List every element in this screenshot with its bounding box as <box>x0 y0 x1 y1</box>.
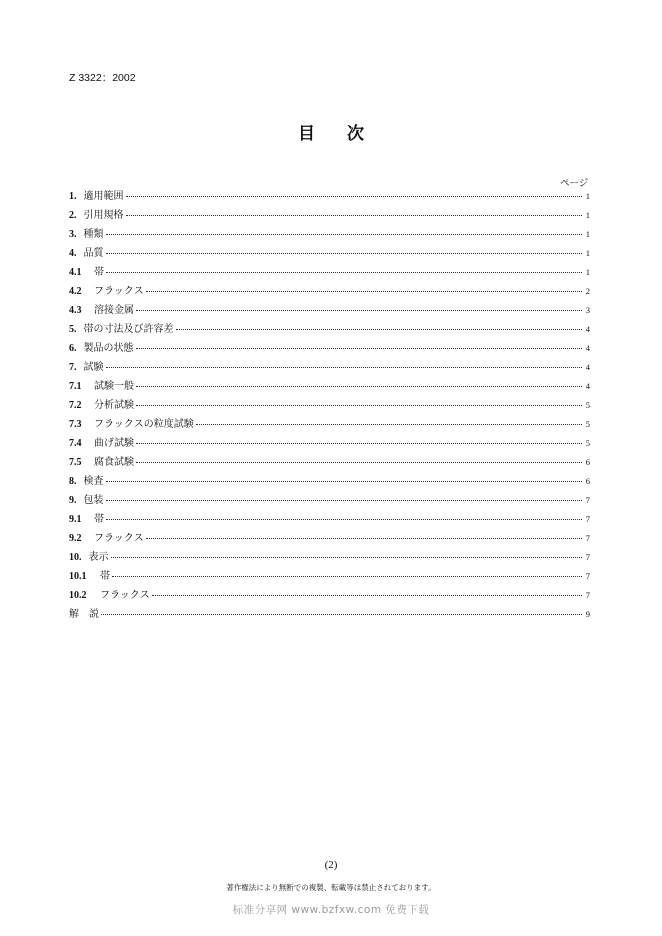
toc-leader-dots <box>136 303 582 311</box>
toc-entry[interactable] <box>69 339 590 358</box>
toc-entry-number: 10. <box>69 552 82 563</box>
toc-entry-page: 3 <box>585 305 590 315</box>
toc-leader-dots <box>196 417 582 425</box>
toc-entry-number: 10.1 <box>69 571 87 582</box>
toc-entry-title: 帯の寸法及び許容差 <box>83 324 174 335</box>
toc-leader-dots <box>106 265 582 273</box>
toc-leader-dots <box>136 398 582 406</box>
toc-entry-title: 腐食試験 <box>94 457 134 468</box>
toc-leader-dots <box>106 227 583 235</box>
toc-entry[interactable] <box>69 453 590 472</box>
toc-entry-page: 4 <box>585 324 590 334</box>
toc-entry-title: フラックス <box>100 590 150 601</box>
toc-entry[interactable] <box>69 491 590 510</box>
toc-leader-dots <box>106 246 583 254</box>
toc-entry[interactable] <box>69 282 590 301</box>
toc-entry-number: 5. <box>69 324 77 335</box>
toc-entry[interactable] <box>69 415 590 434</box>
toc-entry[interactable] <box>69 605 590 624</box>
toc-entry-number: 4.1 <box>69 267 82 278</box>
toc-entry-page: 7 <box>585 533 590 543</box>
toc-entry-page: 7 <box>585 514 590 524</box>
toc-entry-number: 1. <box>69 191 77 202</box>
toc-entry-page: 5 <box>585 419 590 429</box>
toc-entry[interactable] <box>69 301 590 320</box>
toc-entry-page: 5 <box>585 438 590 448</box>
toc-leader-dots <box>146 284 582 292</box>
toc-entry-number: 8. <box>69 476 77 487</box>
toc-entry-number: 2. <box>69 210 77 221</box>
toc-entry[interactable] <box>69 529 590 548</box>
toc-entry-page: 1 <box>585 191 590 201</box>
toc-leader-dots <box>152 588 582 596</box>
toc-entry-page: 2 <box>585 286 590 296</box>
toc-entry-number: 6. <box>69 343 77 354</box>
toc-entry-number: 3. <box>69 229 77 240</box>
toc-entry-page: 7 <box>585 495 590 505</box>
toc-entry-title: 引用規格 <box>83 210 124 221</box>
toc-entry[interactable] <box>69 586 590 605</box>
toc-entry[interactable] <box>69 206 590 225</box>
toc-title: 目 次 <box>298 124 377 144</box>
page-column-label: ページ <box>560 178 589 189</box>
toc-entry-title: フラックス <box>94 286 144 297</box>
toc-entry-number: 7.1 <box>69 381 82 392</box>
toc-entry-page: 1 <box>585 210 590 220</box>
toc-entry-title: フラックス <box>94 533 144 544</box>
toc-leader-dots <box>126 208 583 216</box>
toc-entry-page: 9 <box>585 609 590 619</box>
toc-entry-title: 試験 <box>83 362 104 373</box>
copyright-notice: 著作権法により無断での複製、転載等は禁止されております。 <box>226 883 436 892</box>
doc-id: Z 3322：2002 <box>69 72 136 84</box>
toc-leader-dots <box>101 607 582 615</box>
toc-entry[interactable] <box>69 472 590 491</box>
toc-entry-title: 検査 <box>83 476 104 487</box>
toc-entry-page: 7 <box>585 571 590 581</box>
toc-entry[interactable] <box>69 510 590 529</box>
toc-entry[interactable] <box>69 548 590 567</box>
toc-entry-title: 製品の状態 <box>83 343 134 354</box>
toc-entry-title: 試験一般 <box>94 381 134 392</box>
watermark: 标准分享网 www.bzfxw.com 免费下载 <box>232 904 430 916</box>
toc-leader-dots <box>112 569 582 577</box>
toc-entry[interactable] <box>69 396 590 415</box>
toc-entry[interactable] <box>69 187 590 206</box>
toc-entry-number: 7.5 <box>69 457 82 468</box>
toc-entry-page: 4 <box>585 381 590 391</box>
toc-entry[interactable] <box>69 358 590 377</box>
toc-entry-title: 帯 <box>94 267 104 278</box>
toc-entry-title: 種類 <box>83 229 104 240</box>
toc-entry[interactable] <box>69 263 590 282</box>
toc-leader-dots <box>136 455 582 463</box>
toc-entry-page: 7 <box>585 552 590 562</box>
toc-entry-title: 曲げ試験 <box>94 438 134 449</box>
toc-entry-title: 帯 <box>100 571 110 582</box>
toc-entry-number: 9.2 <box>69 533 82 544</box>
table-of-contents <box>69 187 590 624</box>
toc-entry-title: 品質 <box>83 248 104 259</box>
toc-entry-number: 7.3 <box>69 419 82 430</box>
toc-entry-number: 4.3 <box>69 305 82 316</box>
toc-entry-page: 7 <box>585 590 590 600</box>
toc-leader-dots <box>106 474 583 482</box>
toc-leader-dots <box>106 493 583 501</box>
toc-leader-dots <box>106 512 582 520</box>
toc-entry-page: 1 <box>585 267 590 277</box>
toc-entry[interactable] <box>69 434 590 453</box>
toc-entry-number: 4. <box>69 248 77 259</box>
toc-entry-number: 4.2 <box>69 286 82 297</box>
toc-entry-number: 9.1 <box>69 514 82 525</box>
toc-entry[interactable] <box>69 225 590 244</box>
toc-entry-number: 7.4 <box>69 438 82 449</box>
toc-entry-number: 7.2 <box>69 400 82 411</box>
toc-entry-page: 1 <box>585 229 590 239</box>
toc-entry-page: 4 <box>585 343 590 353</box>
toc-leader-dots <box>136 341 583 349</box>
toc-entry-page: 6 <box>585 476 590 486</box>
toc-leader-dots <box>106 360 583 368</box>
toc-entry[interactable] <box>69 567 590 586</box>
toc-entry-title: 表示 <box>88 552 109 563</box>
toc-entry-title: 分析試験 <box>94 400 134 411</box>
toc-leader-dots <box>111 550 583 558</box>
toc-entry-number: 9. <box>69 495 77 506</box>
toc-entry-title: フラックスの粒度試験 <box>94 419 194 430</box>
toc-entry-title: 溶接金属 <box>94 305 134 316</box>
toc-entry-page: 4 <box>585 362 590 372</box>
toc-entry-page: 6 <box>585 457 590 467</box>
toc-entry-number: 10.2 <box>69 590 87 601</box>
toc-leader-dots <box>126 189 583 197</box>
footer-page-number: (2) <box>324 859 338 871</box>
toc-entry-page: 5 <box>585 400 590 410</box>
toc-leader-dots <box>146 531 582 539</box>
toc-entry-number: 7. <box>69 362 77 373</box>
toc-entry-title: 適用範囲 <box>83 191 124 202</box>
toc-entry[interactable] <box>69 377 590 396</box>
toc-entry-title: 帯 <box>94 514 104 525</box>
toc-leader-dots <box>136 436 582 444</box>
toc-entry[interactable] <box>69 244 590 263</box>
toc-leader-dots <box>136 379 582 387</box>
toc-entry-title: 包装 <box>83 495 104 506</box>
toc-entry-title: 解 説 <box>69 609 99 620</box>
toc-entry[interactable] <box>69 320 590 339</box>
toc-leader-dots <box>176 322 583 330</box>
toc-entry-page: 1 <box>585 248 590 258</box>
